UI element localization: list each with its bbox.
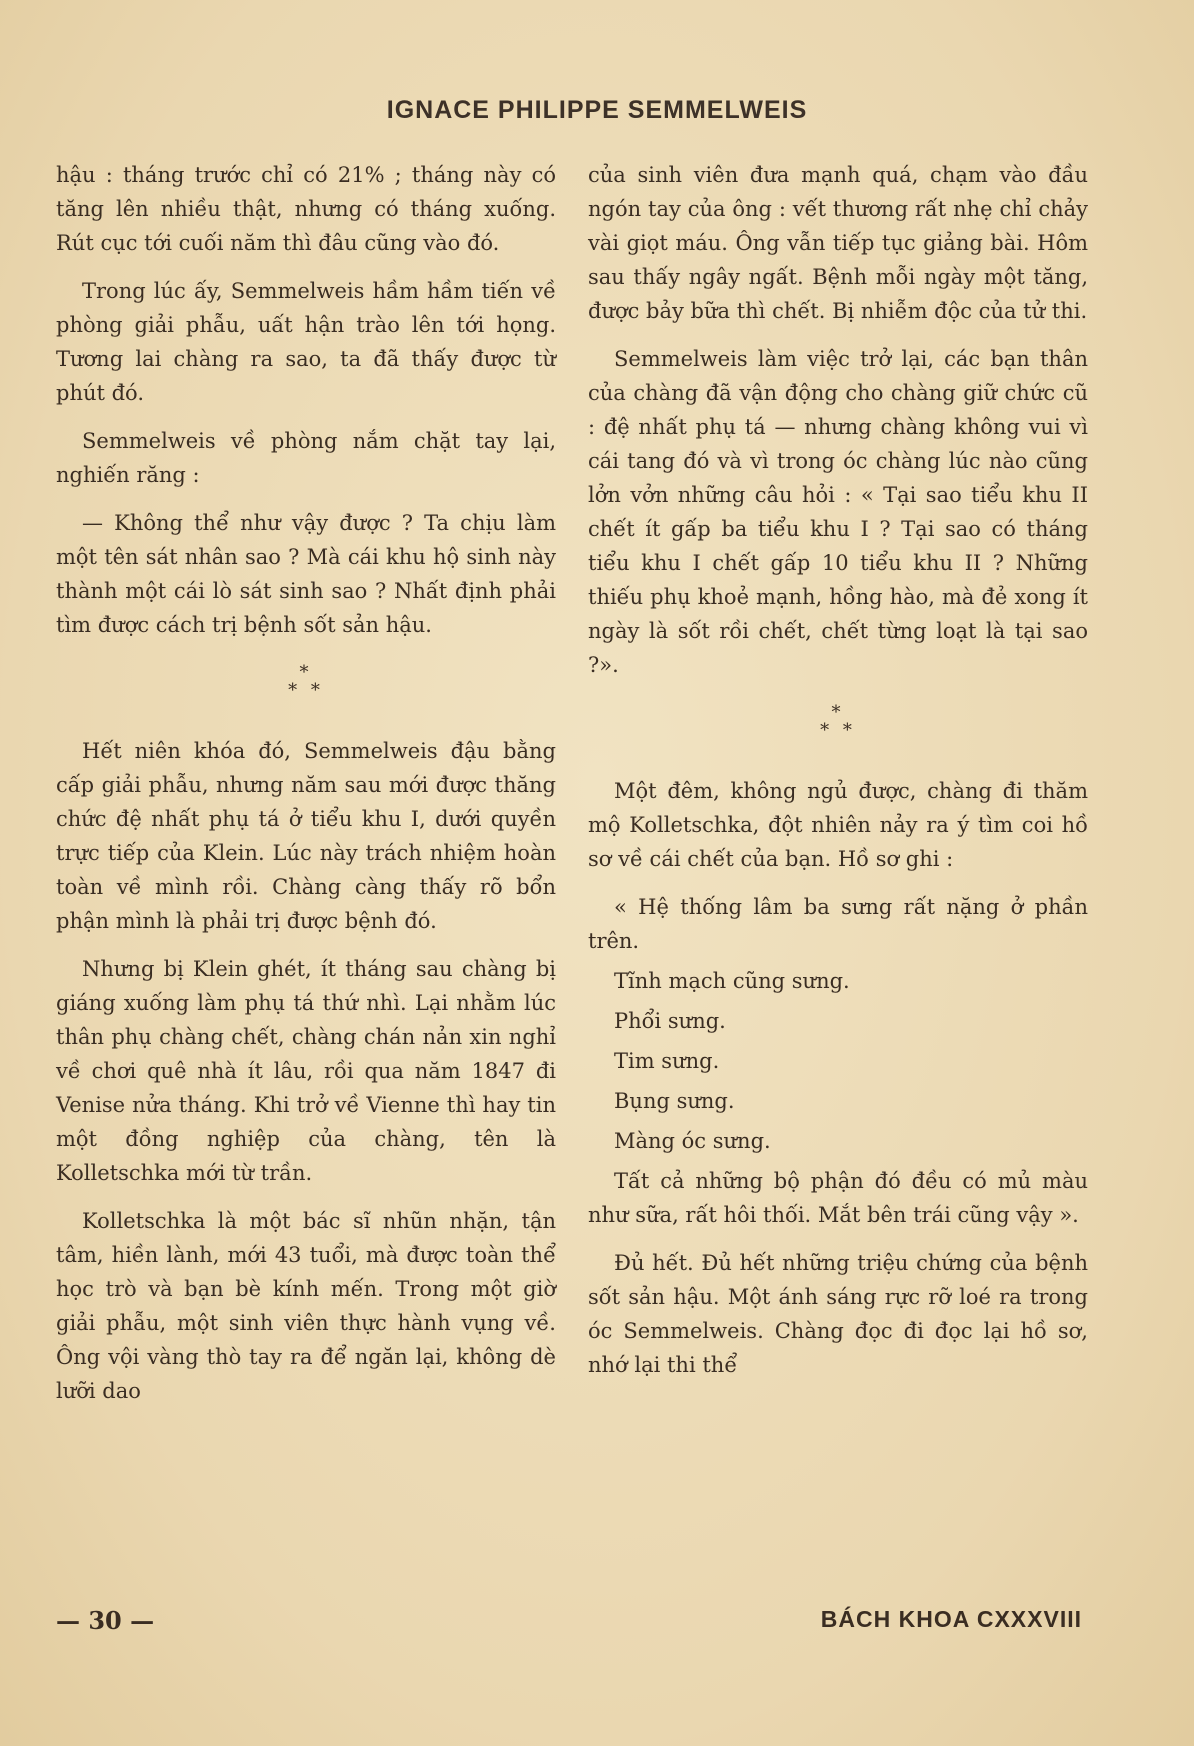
asterism-divider: * * * xyxy=(288,662,324,701)
paragraph: Nhưng bị Klein ghét, ít tháng sau chàng bị giáng xuống làm phụ tá thứ nhì. Lại nhằm lúc thân phụ chàng chết, chàng chán nản xin nghỉ về chơi quê nhà ít lâu, rồi qua năm 1847 đi Venise nửa tháng. Khi trở về Vienne thì hay tin một đồng nghiệp của chàng, tên là Kolletschka mới từ trần. xyxy=(56,957,556,1185)
paragraph: Trong lúc ấy, Semmelweis hầm hầm tiến về phòng giải phẫu, uất hận trào lên tới họng. Tương lai chàng ra sao, ta đã thấy được từ phút đó. xyxy=(56,279,556,405)
left-column xyxy=(56,158,556,1422)
paragraph: Hết niên khóa đó, Semmelweis đậu bằng cấp giải phẫu, nhưng năm sau mới được thăng chức đệ nhất phụ tá ở tiểu khu I, dưới quyền trực tiếp của Klein. Lúc này trách nhiệm hoàn toàn về mình rồi. Chàng càng thấy rõ bổn phận mình là phải trị được bệnh đó. xyxy=(56,739,556,933)
quote-line: Tim sưng. xyxy=(614,1049,720,1073)
paragraph: hậu : tháng trước chỉ có 21% ; tháng này có tăng lên nhiều thật, nhưng có tháng xuống. Rút cục tới cuối năm thì đâu cũng vào đó. xyxy=(56,163,556,255)
paragraph: Đủ hết. Đủ hết những triệu chứng của bệnh sốt sản hậu. Một ánh sáng rực rỡ loé ra trong óc Semmelweis. Chàng đọc đi đọc lại hồ sơ, nhớ lại thi thể xyxy=(588,1251,1088,1377)
running-header: IGNACE PHILIPPE SEMMELWEIS xyxy=(386,96,808,124)
paragraph: của sinh viên đưa mạnh quá, chạm vào đầu ngón tay của ông : vết thương rất nhẹ chỉ chảy vài giọt máu. Ông vẫn tiếp tục giảng bài. Hôm sau thấy ngây ngất. Bệnh mỗi ngày một tăng, được bảy bữa thì chết. Bị nhiễm độc của tử thi. xyxy=(588,163,1088,323)
asterism-divider: * * * xyxy=(820,702,856,741)
quote-line: « Hệ thống lâm ba sưng rất nặng ở phần trên. xyxy=(588,895,1088,953)
paragraph: Semmelweis về phòng nắm chặt tay lại, nghiến răng : xyxy=(56,429,556,487)
quote-line: Tĩnh mạch cũng sưng. xyxy=(614,969,850,993)
page-number: — 30 — xyxy=(56,1606,155,1635)
magazine-issue: BÁCH KHOA CXXXVIII xyxy=(820,1606,1082,1632)
quote-line: Màng óc sưng. xyxy=(614,1129,771,1153)
paragraph: Semmelweis làm việc trở lại, các bạn thân của chàng đã vận động cho chàng giữ chức cũ : đệ nhất phụ tá — nhưng chàng không vui vì cái tang đó và vì trong óc chàng lúc nào cũng lởn vởn những câu hỏi : « Tại sao tiểu khu II chết ít gấp ba tiểu khu I ? Tại sao có tháng tiểu khu I chết gấp 10 tiểu khu II ? Những thiếu phụ khoẻ mạnh, hồng hào, mà đẻ xong ít ngày là sốt rồi chết, chết từng loạt là tại sao ?». xyxy=(588,347,1088,677)
record-quote xyxy=(588,890,1088,1232)
paragraph: Một đêm, không ngủ được, chàng đi thăm mộ Kolletschka, đột nhiên nảy ra ý tìm coi hồ sơ về cái chết của bạn. Hồ sơ ghi : xyxy=(588,779,1088,871)
paragraph: Kolletschka là một bác sĩ nhũn nhặn, tận tâm, hiền lành, mới 43 tuổi, mà được toàn thể học trò và bạn bè kính mến. Trong một giờ giải phẫu, một sinh viên thực hành vụng về. Ông vội vàng thò tay ra để ngăn lại, không dè lưỡi dao xyxy=(56,1209,556,1403)
quote-line: Tất cả những bộ phận đó đều có mủ màu như sữa, rất hôi thối. Mắt bên trái cũng vậy ». xyxy=(588,1169,1088,1227)
quote-line: Bụng sưng. xyxy=(614,1089,735,1113)
paragraph: — Không thể như vậy được ? Ta chịu làm một tên sát nhân sao ? Mà cái khu hộ sinh này thành một cái lò sát sinh sao ? Nhất định phải tìm được cách trị bệnh sốt sản hậu. xyxy=(56,511,556,637)
quote-line: Phổi sưng. xyxy=(614,1009,726,1033)
right-column xyxy=(588,158,1088,1396)
